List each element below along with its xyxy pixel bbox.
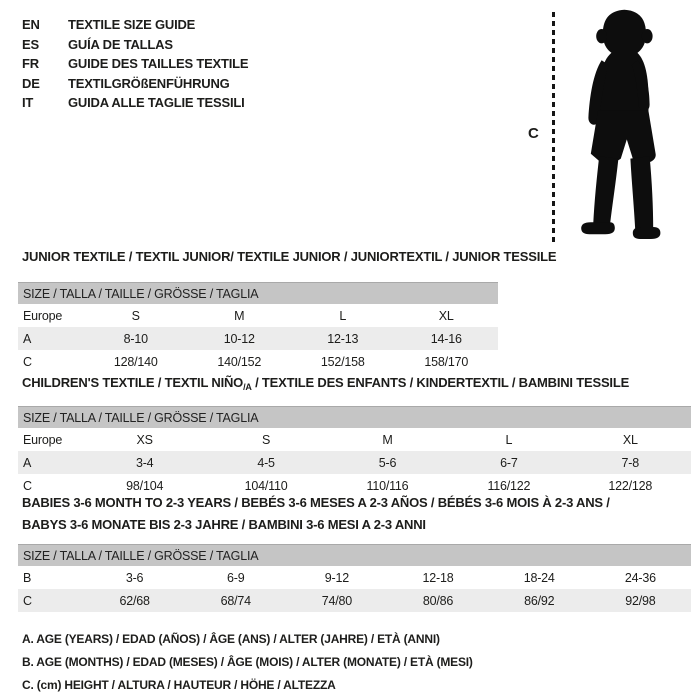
language-row-de bbox=[22, 74, 248, 94]
language-code: DE bbox=[22, 75, 40, 91]
age-cell: 5-6 bbox=[327, 451, 448, 474]
language-label: GUÍA DE TALLAS bbox=[68, 36, 173, 52]
row-label: Europe bbox=[23, 432, 63, 447]
height-cell: 152/158 bbox=[320, 354, 365, 369]
babies-size-table bbox=[18, 544, 691, 612]
table-row bbox=[18, 327, 498, 350]
height-cell: 92/98 bbox=[590, 589, 691, 612]
height-cell: 158/170 bbox=[424, 354, 469, 369]
footnote-a: A. AGE (YEARS) / EDAD (AÑOS) / ÂGE (ANS) / ALTER (JAHRE) / ETÀ (ANNI) bbox=[22, 631, 440, 646]
height-cell: 128/140 bbox=[113, 354, 158, 369]
footnote-c: C. (cm) HEIGHT / ALTURA / HAUTEUR / HÖHE / ALTEZZA bbox=[22, 677, 336, 692]
table-row bbox=[18, 589, 691, 612]
footnotes bbox=[22, 627, 473, 696]
language-row-fr bbox=[22, 54, 248, 74]
row-label: C bbox=[18, 589, 84, 612]
row-label: C bbox=[23, 354, 32, 369]
language-code: IT bbox=[22, 95, 34, 111]
size-header-bar: SIZE / TALLA / TAILLE / GRÖSSE / TAGLIA bbox=[18, 407, 691, 429]
children-title-suffix: / TEXTILE DES ENFANTS / KINDERTEXTIL / BAMBINI TESSILE bbox=[251, 375, 630, 390]
children-title-prefix: CHILDREN'S TEXTILE / TEXTIL NIÑO bbox=[22, 375, 244, 390]
language-label: GUIDE DES TAILLES TEXTILE bbox=[68, 56, 249, 72]
table-row bbox=[18, 428, 691, 451]
height-measure-dashed-line bbox=[552, 12, 555, 243]
height-cell: 98/104 bbox=[126, 478, 164, 493]
height-cell: 110/116 bbox=[366, 478, 409, 493]
age-cell: 6-7 bbox=[448, 451, 569, 474]
row-label: A bbox=[18, 327, 84, 350]
table-row bbox=[18, 350, 498, 373]
age-cell: 14-16 bbox=[395, 327, 499, 350]
babies-title-line1: BABIES 3-6 MONTH TO 2-3 YEARS / BEBÉS 3-6 MESES A 2-3 AÑOS / BÉBÉS 3-6 MOIS À 2-3 ANS / bbox=[22, 495, 610, 510]
months-cell: 3-6 bbox=[125, 570, 144, 585]
height-cell: 86/92 bbox=[489, 589, 590, 612]
age-cell: 4-5 bbox=[205, 451, 326, 474]
height-cell: 62/68 bbox=[84, 589, 185, 612]
height-cell: 116/122 bbox=[487, 478, 531, 493]
language-code: EN bbox=[22, 17, 40, 33]
size-cell: S bbox=[262, 432, 271, 447]
height-measure-label: C bbox=[528, 125, 539, 142]
table-row bbox=[18, 451, 691, 474]
height-cell: 104/110 bbox=[244, 478, 288, 493]
language-row-es bbox=[22, 35, 248, 55]
language-list bbox=[22, 15, 248, 113]
size-cell: M bbox=[382, 432, 393, 447]
babies-title-line2: BABYS 3-6 MONATE BIS 2-3 JAHRE / BAMBINI 3-6 MESI A 2-3 ANNI bbox=[22, 517, 426, 532]
language-code: FR bbox=[22, 56, 39, 72]
height-cell: 68/74 bbox=[185, 589, 286, 612]
months-cell: 18-24 bbox=[523, 570, 555, 585]
age-cell: 3-4 bbox=[84, 451, 205, 474]
months-cell: 12-18 bbox=[422, 570, 454, 585]
months-cell: 6-9 bbox=[227, 570, 245, 585]
children-size-table bbox=[18, 406, 691, 497]
size-cell: XS bbox=[136, 432, 153, 447]
height-cell: 80/86 bbox=[387, 589, 488, 612]
age-cell: 10-12 bbox=[188, 327, 292, 350]
row-label: C bbox=[23, 478, 32, 493]
age-cell: 7-8 bbox=[570, 451, 691, 474]
junior-table-title: JUNIOR TEXTILE / TEXTIL JUNIOR/ TEXTILE JUNIOR / JUNIORTEXTIL / JUNIOR TESSILE bbox=[22, 249, 557, 264]
language-label: TEXTILE SIZE GUIDE bbox=[68, 17, 196, 33]
age-cell: 8-10 bbox=[84, 327, 188, 350]
footnote-b: B. AGE (MONTHS) / EDAD (MESES) / ÂGE (MOIS) / ALTER (MONATE) / ETÀ (MESI) bbox=[22, 654, 473, 669]
size-header-bar: SIZE / TALLA / TAILLE / GRÖSSE / TAGLIA bbox=[18, 545, 691, 567]
language-label: TEXTILGRÖßENFÜHRUNG bbox=[68, 75, 230, 91]
size-cell: S bbox=[131, 308, 140, 323]
row-label: A bbox=[18, 451, 84, 474]
language-row-en bbox=[22, 15, 248, 35]
row-label: Europe bbox=[23, 308, 63, 323]
children-table-title bbox=[22, 372, 629, 398]
baby-silhouette-icon bbox=[562, 5, 694, 245]
size-cell: XL bbox=[622, 432, 638, 447]
height-cell: 122/128 bbox=[608, 478, 653, 493]
size-cell: M bbox=[234, 308, 245, 323]
junior-size-table bbox=[18, 282, 498, 373]
row-label: B bbox=[23, 570, 32, 585]
language-row-it bbox=[22, 93, 248, 113]
size-header-bar: SIZE / TALLA / TAILLE / GRÖSSE / TAGLIA bbox=[18, 283, 498, 305]
table-row bbox=[18, 304, 498, 327]
age-cell: 12-13 bbox=[291, 327, 395, 350]
size-cell: L bbox=[339, 308, 347, 323]
months-cell: 24-36 bbox=[624, 570, 656, 585]
height-cell: 74/80 bbox=[286, 589, 387, 612]
height-cell: 140/152 bbox=[217, 354, 262, 369]
size-cell: XL bbox=[438, 308, 454, 323]
months-cell: 9-12 bbox=[324, 570, 349, 585]
language-label: GUIDA ALLE TAGLIE TESSILI bbox=[68, 95, 245, 111]
table-row bbox=[18, 566, 691, 589]
children-title-subscript: /A bbox=[243, 382, 252, 392]
size-cell: L bbox=[505, 432, 513, 447]
language-code: ES bbox=[22, 36, 39, 52]
babies-table-title bbox=[22, 492, 610, 536]
